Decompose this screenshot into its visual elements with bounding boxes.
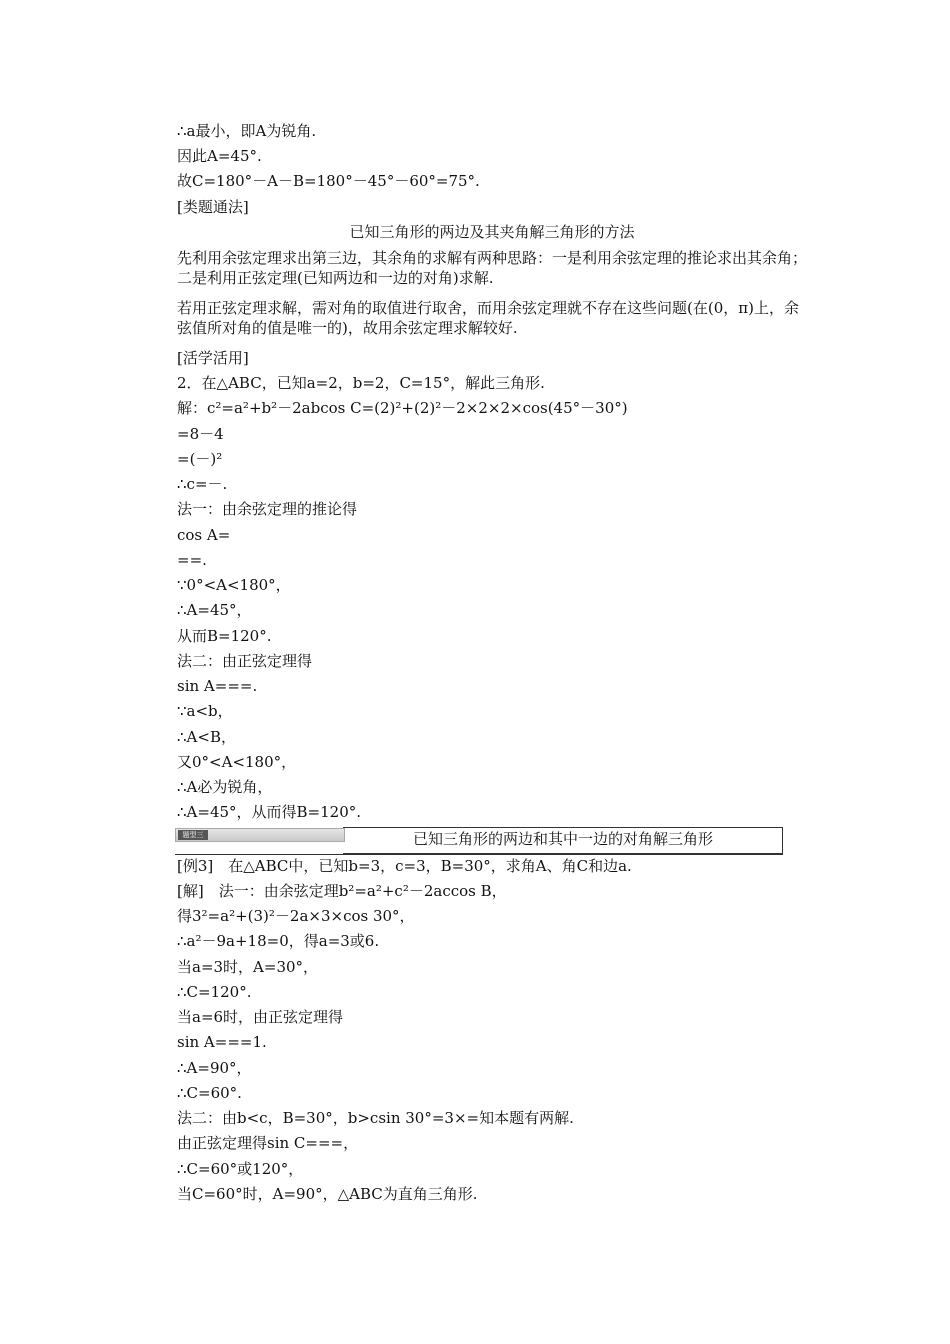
solution-line: 法一：由余弦定理的推论得: [177, 500, 358, 518]
example-solution-line: ∴C=120°.: [177, 983, 252, 1001]
solution-line: =(－)²: [177, 450, 223, 468]
paragraph-2: 若用正弦定理求解，需对角的取值进行取舍，而用余弦定理就不存在这些问题(在(0，π)上，余弦值所对角的值是唯一的)，故用余弦定理求解较好.: [177, 299, 799, 337]
solution-line: ∴A=45°，: [177, 601, 252, 619]
text-line: 故C=180°－A－B=180°－45°－60°=75°.: [177, 172, 480, 190]
text-line: 因此A=45°.: [177, 147, 262, 165]
section-title: 已知三角形的两边和其中一边的对角解三角形: [412, 830, 713, 848]
example-solution-line: ∴a²－9a+18=0，得a=3或6.: [177, 932, 380, 950]
section-label-huo-xue-huo-yong: [活学活用]: [177, 349, 249, 367]
solution-line: 从而B=120°.: [177, 627, 272, 645]
solution-line: ==.: [177, 551, 207, 569]
example-statement: [例3] 在△ABC中，已知b=3，c=3，B=30°，求角A、角C和边a.: [177, 857, 632, 875]
solution-line: 法二：由正弦定理得: [177, 652, 313, 670]
solution-line: ∴A必为锐角，: [177, 778, 273, 796]
solution-line: ∴A=45°，从而得B=120°.: [177, 803, 362, 821]
solution-line: =8－4: [177, 425, 224, 443]
solution-line: ∴c=－.: [177, 475, 228, 493]
example-solution-line: ∴C=60°或120°，: [177, 1160, 304, 1178]
problem-statement: 2．在△ABC，已知a=2，b=2，C=15°，解此三角形.: [177, 374, 545, 392]
solution-line: cos A=: [177, 526, 231, 544]
section-tag-bar: [175, 828, 345, 842]
example-solution-line: 得3²=a²+(3)²－2a×3×cos 30°，: [177, 907, 415, 925]
method-title: 已知三角形的两边及其夹角解三角形的方法: [349, 223, 635, 241]
solution-line: sin A===.: [177, 677, 258, 695]
example-solution-line: ∴C=60°.: [177, 1084, 242, 1102]
section-badge: 题型三: [178, 830, 208, 840]
example-solution-line: [解] 法一：由余弦定理b²=a²+c²－2accos B，: [177, 882, 507, 900]
example-solution-line: sin A===1.: [177, 1033, 267, 1051]
solution-line: 又0°<A<180°，: [177, 753, 297, 771]
solution-line: ∴A<B，: [177, 728, 236, 746]
section-label-lei-ti-tong-fa: [类题通法]: [177, 198, 249, 216]
example-solution-line: 当a=3时，A=30°，: [177, 958, 319, 976]
example-solution-line: ∴A=90°，: [177, 1059, 252, 1077]
solution-line: 解：c²=a²+b²－2abcos C=(2)²+(2)²－2×2×2×cos(45°－30°): [177, 399, 628, 417]
solution-line: ∵a<b，: [177, 702, 233, 720]
example-solution-line: 法二：由b<c，B=30°，b>csin 30°=3×=知本题有两解.: [177, 1109, 574, 1127]
solution-line: ∵0°<A<180°，: [177, 576, 291, 594]
text-line: ∴a最小，即A为锐角.: [177, 122, 317, 140]
paragraph-1: 先利用余弦定理求出第三边，其余角的求解有两种思路：一是利用余弦定理的推论求出其余角；二是利用正弦定理(已知两边和一边的对角)求解.: [177, 249, 808, 287]
example-solution-line: 当a=6时，由正弦定理得: [177, 1008, 344, 1026]
section-divider: [175, 854, 783, 855]
example-solution-line: 由正弦定理得sin C===，: [177, 1134, 359, 1152]
example-solution-line: 当C=60°时，A=90°，△ABC为直角三角形.: [177, 1185, 478, 1203]
